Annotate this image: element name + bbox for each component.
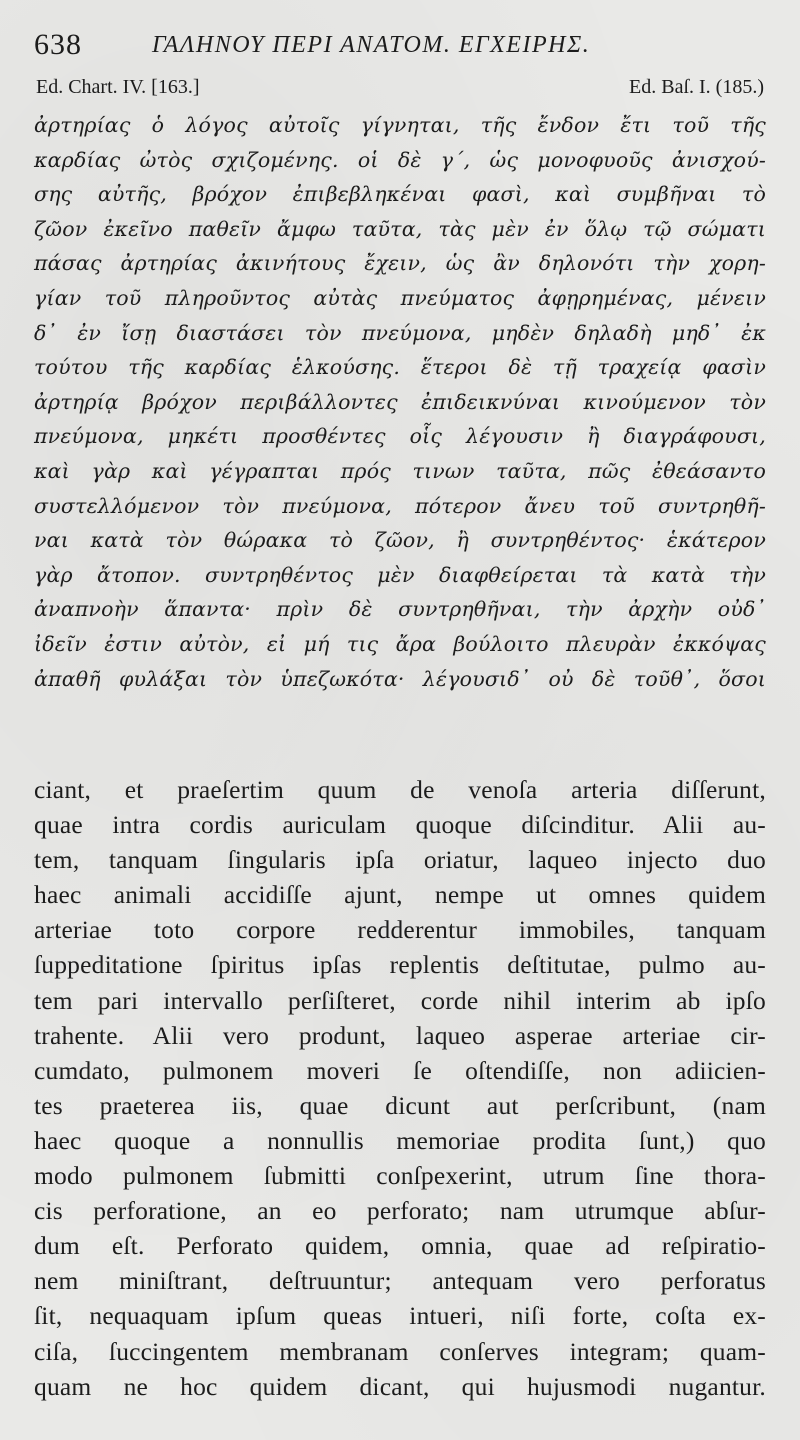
latin-line: quam ne hoc quidem dicant, qui hujusmodi nugantur. [34,1371,766,1401]
greek-line: καὶ γὰρ καὶ γέγραπται πρός τινων ταῦτα, πῶς ἐθεάσαντο [34,458,766,483]
greek-line: τούτου τῆς καρδίας ἑλκούσης. ἕτεροι δὲ τῇ τραχείᾳ φασὶν [34,355,766,380]
latin-text-block [34,772,766,1404]
greek-line: ἀρτηρίᾳ βρόχον περιβάλλοντες ἐπιδεικνύναι κινούμενον τὸν [34,389,766,414]
greek-line: ἀπαθῆ φυλάξαι τὸν ὑπεζωκότα· λέγουσιδ᾽ οὐ δὲ τοῦθ᾽, ὅσοι [34,666,766,691]
greek-line: πάσας ἀρτηρίας ἀκινήτους ἔχειν, ὡς ἂν δηλονότι τὴν χορη- [34,251,766,276]
latin-line: cumdato, pulmonem moveri ſe oſtendiſſe, non adiicien- [34,1055,766,1085]
page-header [34,28,774,68]
greek-line: γίαν τοῦ πληροῦντος αὐτὰς πνεύματος ἀφῃρημένας, μένειν [34,285,766,310]
latin-line: tes praeterea iis, quae dicunt aut perſcribunt, (nam [34,1090,766,1120]
latin-line: arteriae toto corpore redderentur immobiles, tanquam [34,915,766,945]
latin-line: tem, tanquam ſingularis ipſa oriatur, laqueo injecto duo [34,845,766,875]
greek-line: ἀναπνοὴν ἅπαντα· πρὶν δὲ συντρηθῆναι, τὴν ἀρχὴν οὐδ᾽ [34,597,766,622]
edition-basel-reference: Ed. Baſ. I. (185.) [629,76,764,98]
latin-line: ſit, nequaquam ipſum queas intueri, niſi forte, coſta ex- [34,1301,766,1331]
greek-text-block [34,108,766,696]
greek-line: γὰρ ἄτοπον. συντρηθέντος μὲν διαφθείρεται τὰ κατὰ τὴν [34,562,766,587]
latin-line: ſuppeditatione ſpiritus ipſas replentis deſtitutae, pulmo au- [34,950,766,980]
greek-line: σης αὐτῆς, βρόχον ἐπιβεβληκέναι φασὶ, καὶ συμβῆναι τὸ [34,182,766,207]
greek-line: συστελλόμενον τὸν πνεύμονα, πότερον ἄνευ τοῦ συντρηθῆ- [34,493,766,518]
greek-line: ναι κατὰ τὸν θώρακα τὸ ζῶον, ἢ συντρηθέντος· ἑκάτερον [34,528,766,553]
greek-line: δ᾽ ἐν ἴσῃ διαστάσει τὸν πνεύμονα, μηδὲν δηλαδὴ μηδ᾽ ἐκ [34,320,766,345]
greek-line: πνεύμονα, μηκέτι προσθέντες οἷς λέγουσιν ἢ διαγράφουσι, [34,424,766,449]
latin-line: ciant, et praeſertim quum de venoſa arteria diſſerunt, [34,775,766,804]
edition-chartier-reference: Ed. Chart. IV. [163.] [36,76,200,98]
latin-line: tem pari intervallo perſiſteret, corde nihil interim ab ipſo [34,985,766,1015]
latin-line: haec animali accidiſſe ajunt, nempe ut omnes quidem [34,880,766,910]
page-number: 638 [34,28,82,61]
latin-line: trahente. Alii vero produnt, laqueo asperae arteriae cir- [34,1020,766,1050]
latin-line: ciſa, ſuccingentem membranam conſerves integram; quam- [34,1336,766,1366]
greek-line: καρδίας ὠτὸς σχιζομένης. οἱ δὲ γ΄, ὡς μονοφυοῦς ἀνισχού- [34,147,766,172]
latin-line: nem miniſtrant, deſtruuntur; antequam vero perforatus [34,1266,766,1296]
greek-line: ζῶον ἐκεῖνο παθεῖν ἄμφω ταῦτα, τὰς μὲν ἐν ὅλῳ τῷ σώματι [34,216,766,241]
latin-line: cis perforatione, an eo perforato; nam utrumque abſur- [34,1196,766,1226]
latin-line: quae intra cordis auriculam quoque diſcinditur. Alii au- [34,810,766,840]
latin-line: haec quoque a nonnullis memoriae prodita ſunt,) quo [34,1125,766,1155]
latin-line: dum eſt. Perforato quidem, omnia, quae ad reſpiratio- [34,1231,766,1261]
greek-line: ἀρτηρίας ὁ λόγος αὐτοῖς γίγνηται, τῆς ἔνδον ἔτι τοῦ τῆς [34,113,766,137]
running-title: ΓΑΛΗΝΟΥ ΠΕΡΙ ΑΝΑΤΟΜ. ΕΓΧΕΙΡΗΣ. [152,32,591,58]
latin-line: modo pulmonem ſubmitti conſpexerint, utrum ſine thora- [34,1161,766,1191]
greek-line: ἰδεῖν ἐστιν αὐτὸν, εἰ μή τις ἄρα βούλοιτο πλευρὰν ἐκκόψας [34,631,766,656]
